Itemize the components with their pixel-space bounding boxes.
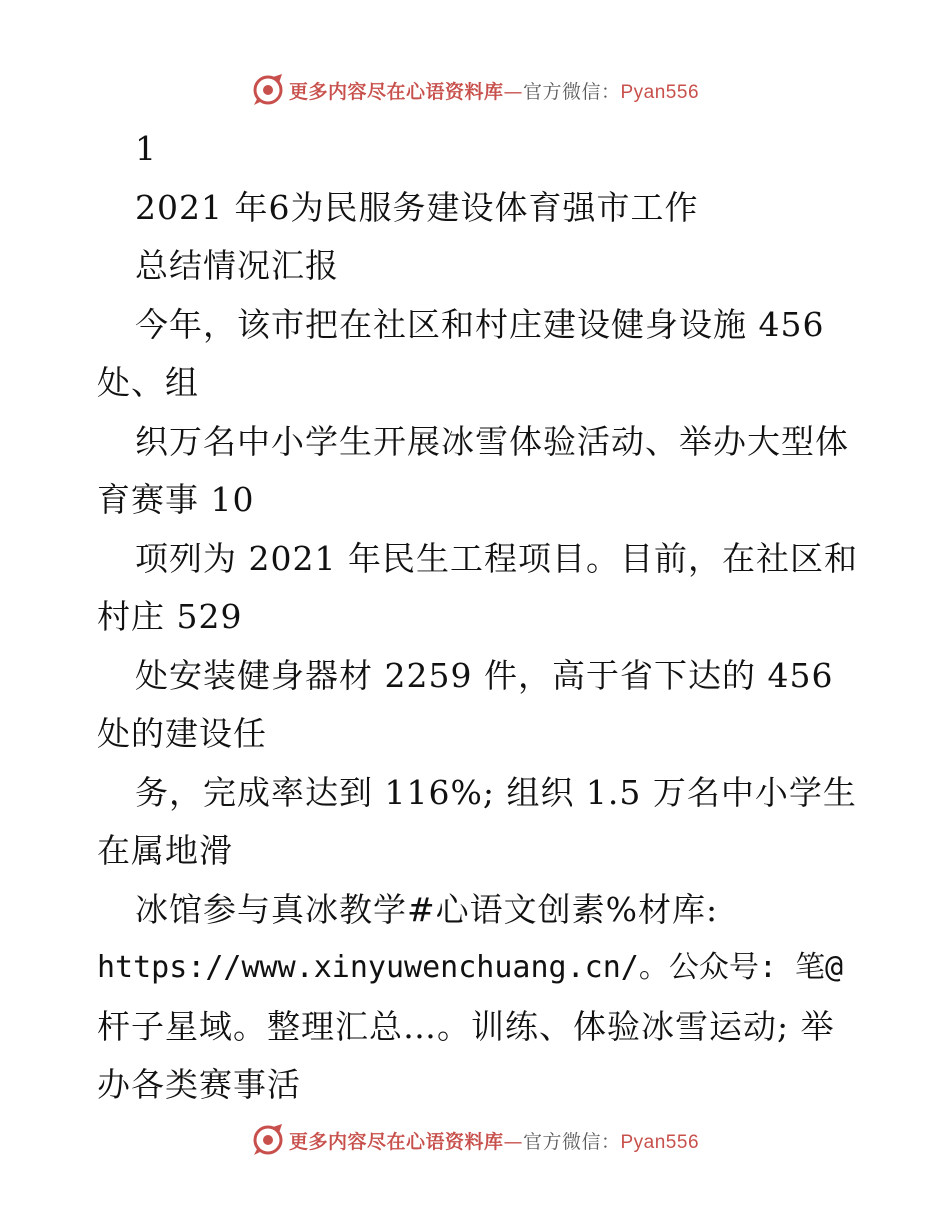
- text-line: 务，完成率达到 116%; 组织 1.5 万名中小学生: [135, 772, 857, 812]
- pen-logo-icon: [251, 73, 285, 107]
- text-line: 杆子星域。整理汇总…。训练、体验冰雪运动; 举: [97, 1006, 835, 1046]
- banner-dash: —: [503, 1130, 523, 1153]
- banner-wechat-id: Pyan556: [620, 1131, 700, 1153]
- banner-dash: —: [503, 80, 523, 103]
- pen-logo-icon: [251, 1123, 285, 1157]
- text-line: 处、组: [97, 363, 199, 402]
- banner-wechat-id: Pyan556: [620, 81, 700, 103]
- document-title: 2021 年6为民服务建设体育强市工作: [135, 187, 699, 227]
- banner-wechat-label: 官方微信：: [522, 80, 621, 103]
- text-line: 村庄 529: [97, 597, 243, 636]
- document-body: [97, 120, 857, 1115]
- document-subtitle: 总结情况汇报: [135, 246, 339, 285]
- banner-site-name: 更多内容尽在心语资料库: [288, 80, 504, 103]
- text-line: 今年，该市把在社区和村庄建设健身设施 456: [135, 304, 825, 344]
- text-line: 1: [135, 129, 157, 168]
- text-line: 在属地滑: [97, 831, 233, 870]
- banner-text: [289, 1127, 699, 1154]
- header-banner: [0, 70, 950, 110]
- text-line: 办各类赛事活: [97, 1065, 301, 1104]
- text-line: 织万名中小学生开展冰雪体验活动、举办大型体: [135, 421, 849, 461]
- banner-site-name: 更多内容尽在心语资料库: [288, 1130, 504, 1153]
- text-line: 项列为 2021 年民生工程项目。目前，在社区和: [135, 538, 858, 578]
- text-line: 育赛事 10: [97, 480, 255, 519]
- text-line: 处安装健身器材 2259 件，高于省下达的 456: [135, 655, 834, 695]
- banner-wechat-label: 官方微信：: [522, 1130, 621, 1153]
- text-line: 冰馆参与真冰教学#心语文创素%材库:: [135, 889, 719, 929]
- banner-text: [289, 77, 699, 104]
- footer-banner: [0, 1120, 950, 1160]
- text-line: 处的建设任: [97, 714, 267, 753]
- url-line: https://www.xinyuwenchuang.cn/。公众号: 笔@: [97, 950, 844, 985]
